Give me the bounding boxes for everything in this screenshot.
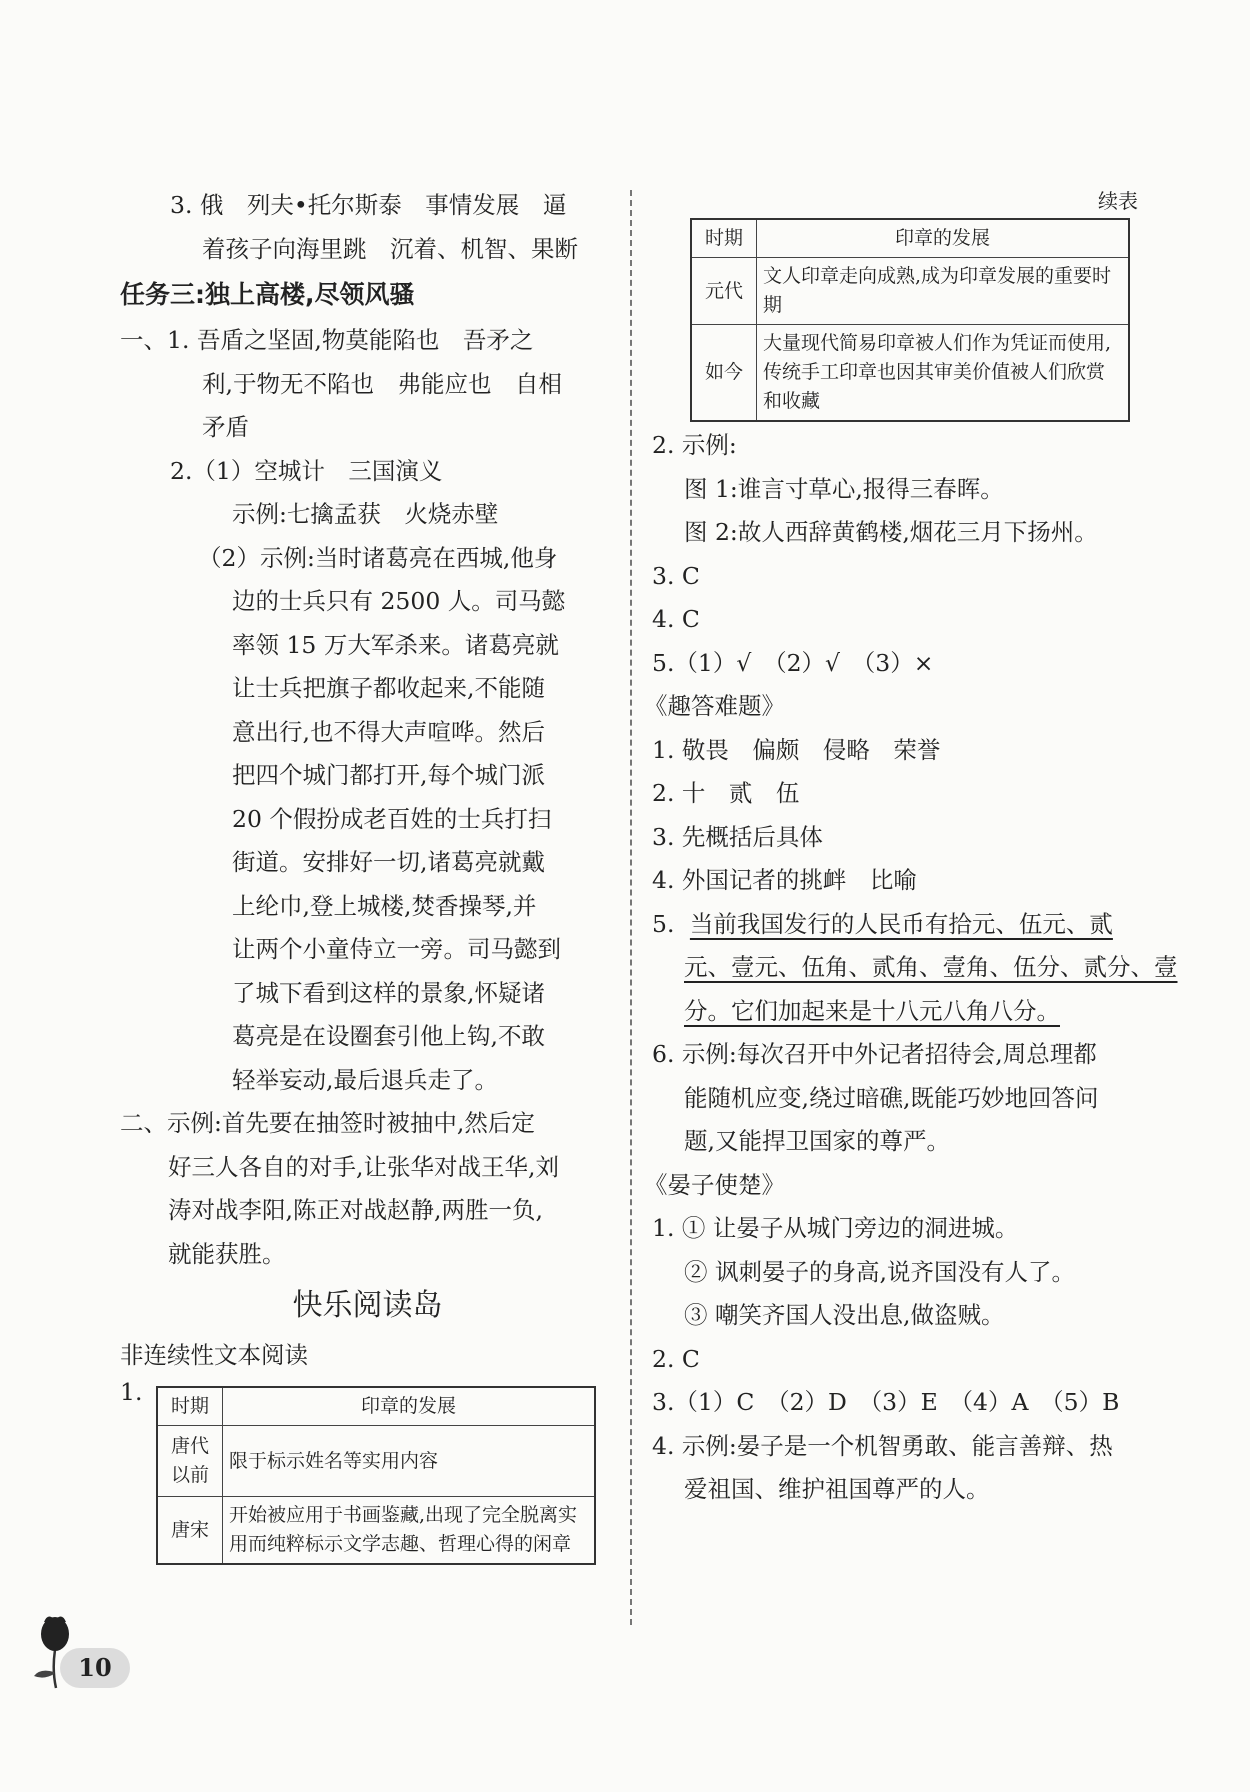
answer-line: 好三人各自的对手,让张华对战王华,刘 (168, 1152, 559, 1181)
answer-line: 轻举妄动,最后退兵走了。 (232, 1065, 498, 1094)
answer-line: ② 讽刺晏子的身高,说齐国没有人了。 (684, 1257, 1075, 1286)
answer-line: ③ 嘲笑齐国人没出息,做盗贼。 (684, 1301, 1005, 1329)
underlined-answer: 分。它们加起来是十八元八角八分。 (684, 996, 1060, 1025)
question-number: 5. (652, 909, 675, 938)
answer-line: 2. 十 贰 伍 (652, 779, 800, 807)
underlined-answer: 当前我国发行的人民币有拾元、伍元、贰 (689, 909, 1113, 938)
answer-line: 2. 示例: (652, 431, 737, 459)
underlined-answer: 元、壹元、伍角、贰角、壹角、伍分、贰分、壹 (684, 953, 1178, 981)
answer-line: 2. C (652, 1344, 700, 1373)
task-heading: 任务三:独上高楼,尽领风骚 (120, 280, 415, 309)
answer-line: 3. 俄 列夫•托尔斯泰 事情发展 逼 (170, 191, 567, 219)
page-number: 10 (60, 1648, 130, 1688)
answer-line: 3. C (652, 561, 700, 590)
table-header-period: 时期 (691, 219, 757, 258)
question-1-block (120, 1378, 615, 1610)
answer-line: 葛亮是在设圈套引他上钩,不敢 (232, 1022, 545, 1050)
answer-line: 上纶巾,登上城楼,焚香操琴,并 (232, 891, 537, 920)
answer-line: 能随机应变,绕过暗礁,既能巧妙地回答问 (684, 1083, 1099, 1112)
answer-line: 4. 示例:晏子是一个机智勇敢、能言善辩、热 (652, 1431, 1113, 1460)
answer-line: 图 2:故人西辞黄鹤楼,烟花三月下扬州。 (684, 518, 1098, 546)
answer-line: 了城下看到这样的景象,怀疑诸 (232, 978, 545, 1007)
table-cell-period: 如今 (691, 325, 757, 422)
seal-table-part1 (156, 1386, 596, 1565)
answer-line: 题,又能捍卫国家的尊严。 (684, 1127, 950, 1155)
answer-line: 意出行,也不得大声喧哗。然后 (232, 717, 545, 746)
answer-line: 二、示例:首先要在抽签时被抽中,然后定 (120, 1109, 535, 1137)
answer-line: 一、1. 吾盾之坚固,物莫能陷也 吾矛之 (120, 326, 534, 354)
answer-line: 1. ① 让晏子从城门旁边的洞进城。 (652, 1214, 1019, 1242)
answer-line: 4. C (652, 605, 700, 633)
table-header-development: 印章的发展 (757, 219, 1130, 258)
answer-line: 20 个假扮成老百姓的士兵打扫 (232, 804, 552, 833)
table-cell-development: 大量现代简易印章被人们作为凭证而使用,传统手工印章也因其审美价值被人们欣赏和收藏 (757, 325, 1130, 422)
answer-line: 让两个小童侍立一旁。司马懿到 (232, 935, 561, 963)
table-cell-development: 开始被应用于书画鉴藏,出现了完全脱离实用而纯粹标示文学志趣、哲理心得的闲章 (223, 1497, 596, 1565)
answer-line: 矛盾 (202, 413, 249, 441)
answer-line: 3. 先概括后具体 (652, 822, 823, 851)
column-divider (630, 190, 632, 1625)
table-cell-development: 限于标示姓名等实用内容 (223, 1426, 596, 1497)
answer-line: 爱祖国、维护祖国尊严的人。 (684, 1475, 990, 1503)
seal-table-part2 (690, 218, 1130, 422)
answer-line: 示例:七擒孟获 火烧赤壁 (232, 500, 499, 528)
answer-line: 图 1:谁言寸草心,报得三春晖。 (684, 474, 1004, 503)
answer-line: 把四个城门都打开,每个城门派 (232, 761, 545, 789)
table-cell-period: 唐代以前 (157, 1426, 223, 1497)
answer-line: 街道。安排好一切,诸葛亮就戴 (232, 848, 545, 876)
answer-line: 就能获胜。 (168, 1239, 286, 1268)
answer-line: 5.（1）√ （2）√ （3）× (652, 648, 934, 677)
answer-line: 涛对战李阳,陈正对战赵静,两胜一负, (168, 1196, 543, 1224)
table-header-development: 印章的发展 (223, 1387, 596, 1426)
left-column (120, 184, 615, 1610)
question-number: 1. (120, 1378, 143, 1406)
continued-table-label: 续表 (1098, 189, 1138, 213)
answer-line (652, 903, 1150, 947)
answer-line: 4. 外国记者的挑衅 比喻 (652, 866, 917, 894)
table-cell-period: 元代 (691, 258, 757, 325)
section-title: 《晏子使楚》 (644, 1170, 785, 1199)
answer-line: （2）示例:当时诸葛亮在西城,他身 (198, 543, 558, 572)
answer-line (652, 990, 1150, 1034)
table-cell-development: 文人印章走向成熟,成为印章发展的重要时期 (757, 258, 1130, 325)
section-title: 《趣答难题》 (644, 692, 785, 720)
answer-line (652, 946, 1178, 990)
answer-line: 利,于物无不陷也 弗能应也 自相 (202, 369, 562, 398)
right-column (644, 184, 1178, 1512)
answer-line: 6. 示例:每次召开中外记者招待会,周总理都 (652, 1040, 1097, 1068)
table-cell-period: 唐宋 (157, 1497, 223, 1565)
answer-line: 3.（1）C （2）D （3）E （4）A （5）B (652, 1388, 1120, 1416)
answer-line: 1. 敬畏 偏颇 侵略 荣誉 (652, 735, 941, 764)
answer-line: 让士兵把旗子都收起来,不能随 (232, 674, 545, 702)
answer-line: 着孩子向海里跳 沉着、机智、果断 (202, 234, 578, 263)
answer-line: 边的士兵只有 2500 人。司马懿 (232, 587, 566, 615)
answer-line: 2.（1）空城计 三国演义 (170, 456, 443, 485)
section-title: 快乐阅读岛 (292, 1288, 443, 1323)
subsection-label: 非连续性文本阅读 (120, 1341, 308, 1369)
table-header-period: 时期 (157, 1387, 223, 1426)
answer-line: 率领 15 万大军杀来。诸葛亮就 (232, 630, 559, 659)
